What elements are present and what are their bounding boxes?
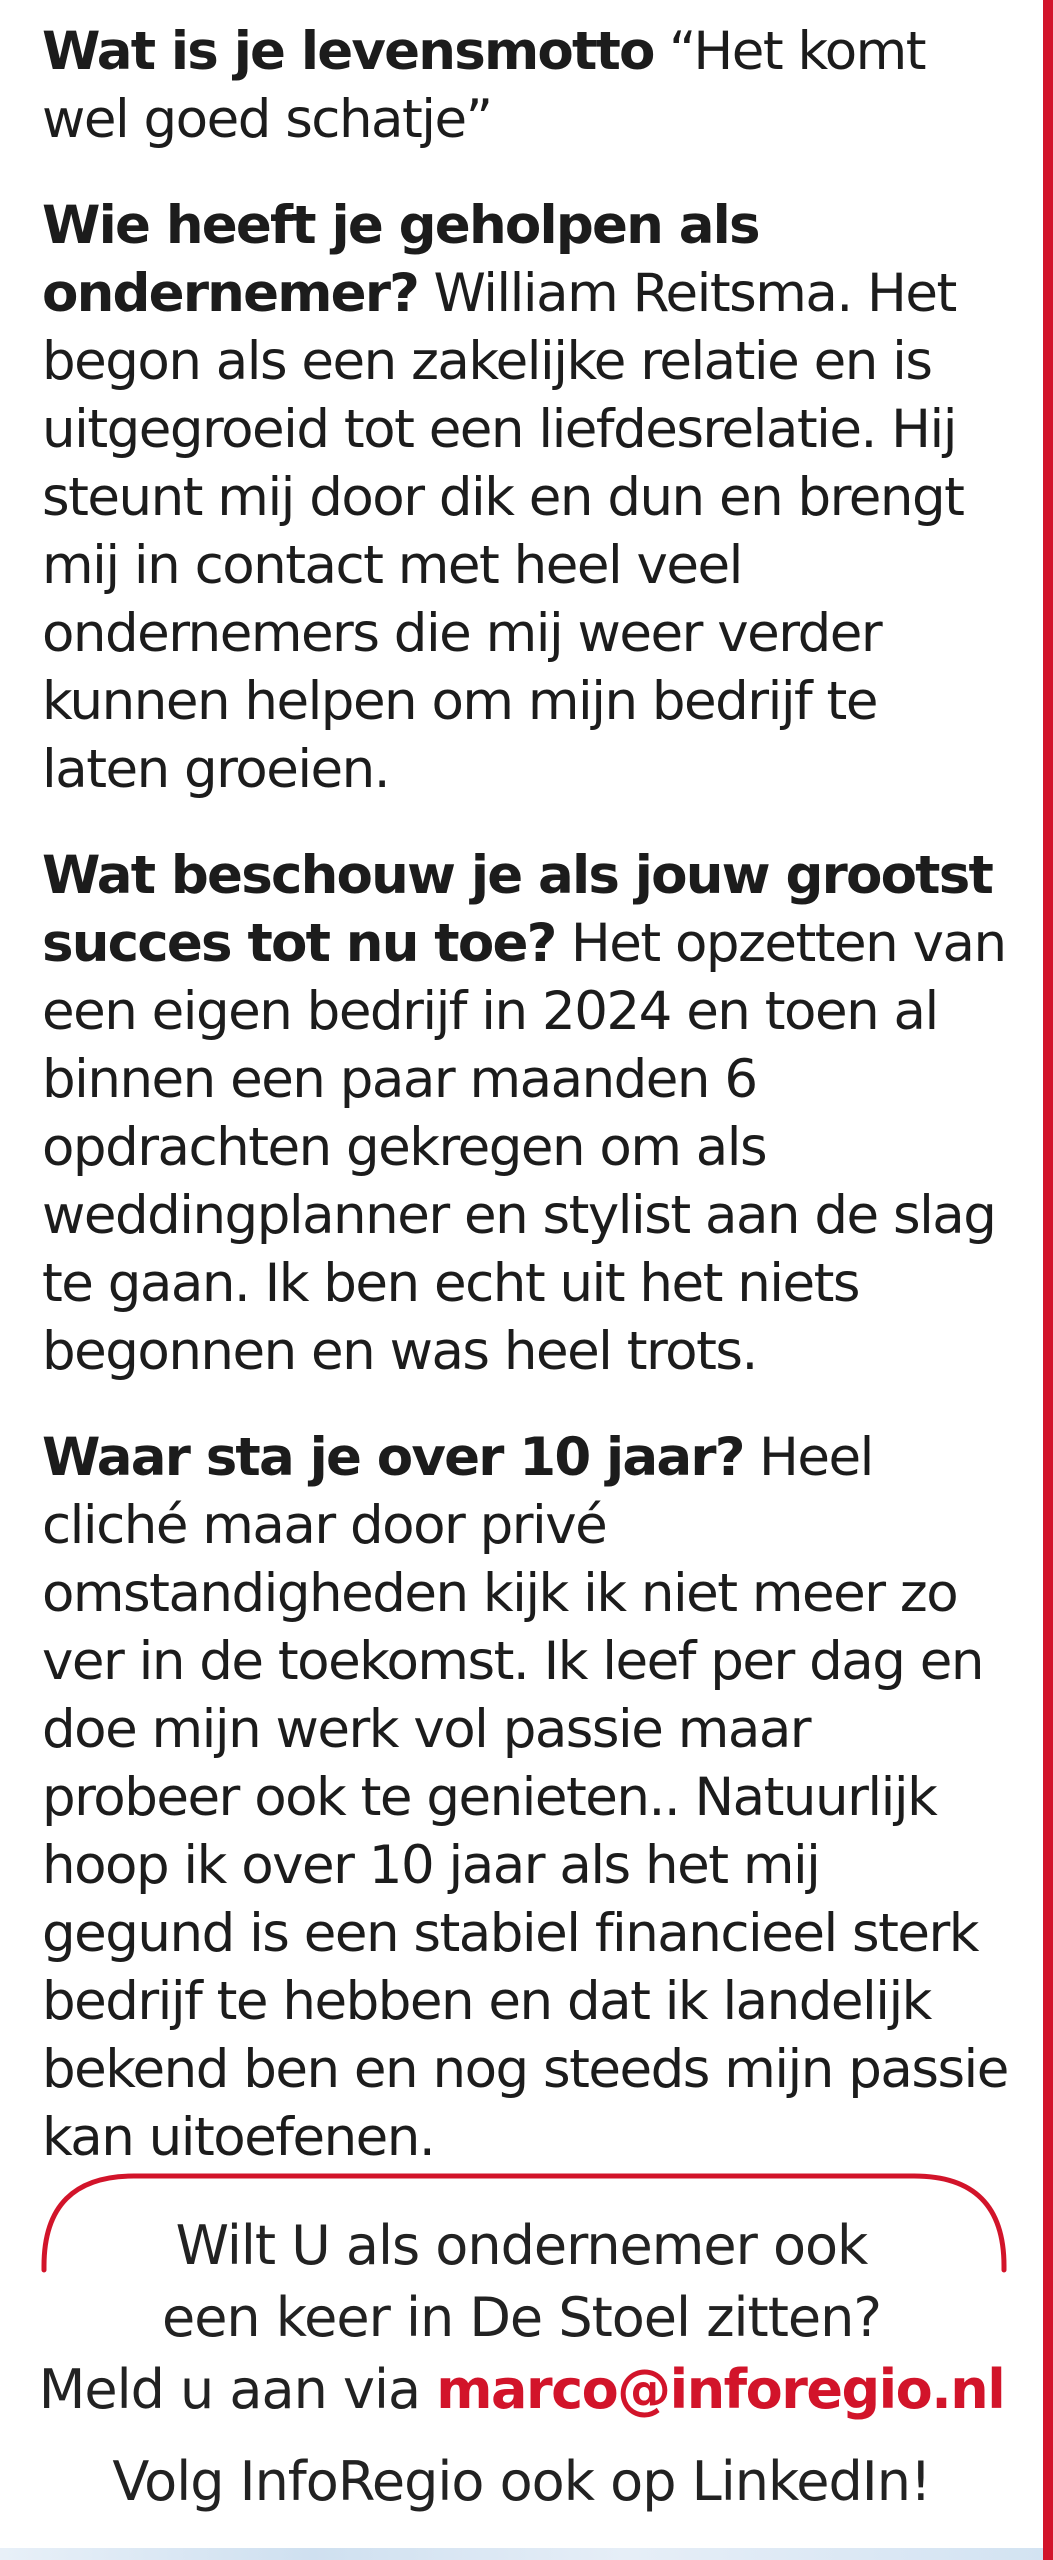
question-helper: Wie heeft je geholpen als ondernemer? [42,195,759,324]
cta-follow-linkedin: Volg InfoRegio ook op LinkedIn! [112,2450,931,2513]
interview-content [42,18,1017,2210]
answer-success: Het opzetten van een eigen bedrijf in 2024 en toen al binnen een paar maanden 6 opdrachten gekregen om als weddingplanner en stylist aan de slag te gaan. Ik ben echt uit het niets begonnen en was heel trots. [42,913,1006,1382]
cta-line-2: een keer in De Stoel zitten? [161,2286,882,2349]
answer-helper: William Reitsma. Het begon als een zakelijke relatie en is uitgegroeid tot een liefdesrelatie. Hij steunt mij door dik en dun en brengt mij in contact met heel veel ondernemers die mij weer verder kunnen helpen om mijn bedrijf te laten groeien. [42,263,964,800]
qa-success [42,842,1017,1386]
qa-future [42,1424,1017,2172]
answer-motto: “Het komt wel goed schatje” [42,21,926,150]
bottom-decorative-strip [0,2548,1043,2560]
cta-email-link[interactable]: marco@inforegio.nl [436,2358,1005,2421]
question-success: Wat beschouw je als jouw grootst succes tot nu toe? [42,845,992,974]
cta-line-1: Wilt U als ondernemer ook [175,2214,868,2277]
question-motto: Wat is je levensmotto [42,21,654,82]
qa-helper [42,192,1017,804]
cta-line-3 [0,2354,1043,2426]
cta-text [0,2210,1043,2518]
cta-line-3-prefix: Meld u aan via [38,2358,421,2421]
answer-future: Heel cliché maar door privé omstandigheden kijk ik niet meer zo ver in de toekomst. Ik leef per dag en doe mijn werk vol passie maar probeer ook te genieten.. Natuurlijk hoop ik over 10 jaar als het mij gegund is een stabiel financieel sterk bedrijf te hebben en dat ik landelijk bekend ben en nog steeds mijn passie kan uitoefenen. [42,1427,1008,2168]
right-border-accent [1043,0,1053,2560]
call-to-action-box [0,2170,1043,2560]
question-future: Waar sta je over 10 jaar? [42,1427,744,1488]
qa-motto [42,18,1017,154]
